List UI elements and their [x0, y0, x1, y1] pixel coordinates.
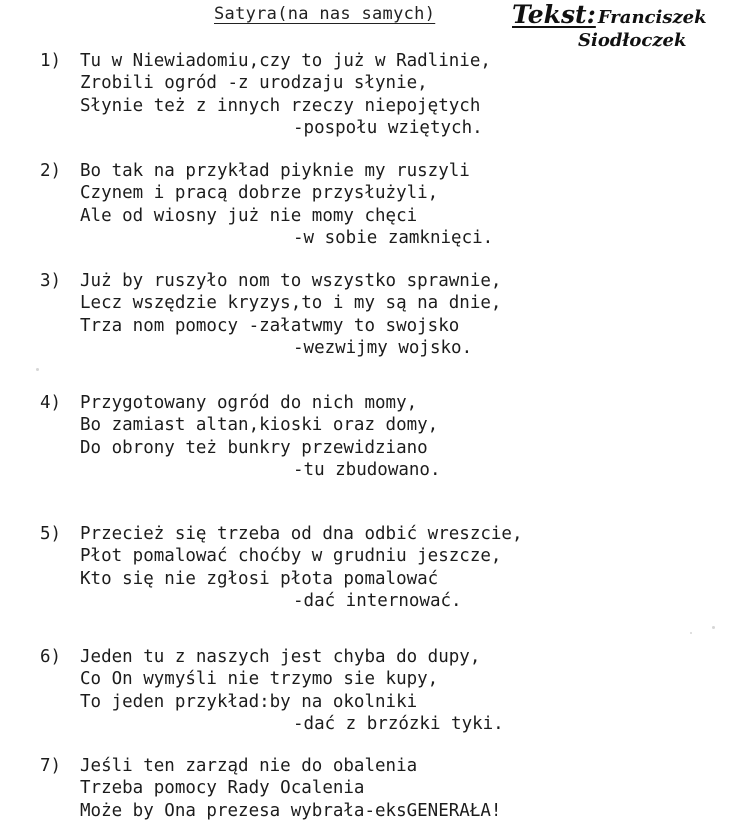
stanza-number: 2)	[40, 161, 62, 181]
scan-speck	[690, 632, 692, 634]
verse-line: Trza nom pomocy -załatwmy to swojsko	[80, 315, 460, 336]
poem-title: Satyra(na nas samych)	[214, 4, 436, 24]
verse-line: Co On wymyśli nie trzymo sie kupy,	[80, 669, 439, 690]
stanza-number: 7)	[40, 756, 62, 776]
verse-refrain-line: -dać z brzózki tyki.	[293, 714, 504, 735]
verse-line: Jeśli ten zarząd nie do obalenia	[80, 756, 418, 776]
verse-line: Płot pomalować choćby w grudniu jeszcze,	[80, 546, 502, 567]
verse-line: Ale od wiosny już nie momy chęci	[80, 205, 418, 226]
author-signature	[512, 2, 707, 54]
verse-line: Zrobili ogród -z urodzaju słynie,	[80, 73, 428, 94]
author-last-name: Siodłoczek	[578, 30, 687, 51]
stanza-number: 1)	[40, 51, 62, 71]
verse-line: Lecz wszędzie kryzys,to i my są na dnie,	[80, 293, 502, 314]
scan-speck	[36, 368, 39, 371]
stanza-number: 4)	[40, 393, 62, 413]
scan-speck	[712, 626, 715, 629]
verse-line: Trzeba pomocy Rady Ocalenia	[80, 778, 365, 799]
verse-line: Przygotowany ogród do nich momy,	[80, 393, 418, 413]
verse-line: Bo tak na przykład piyknie my ruszyli	[80, 161, 470, 181]
stanza-number: 3)	[40, 271, 62, 291]
verse-refrain-line: -pospołu wziętych.	[293, 118, 483, 139]
verse-line: Do obrony też bunkry przewidziano	[80, 437, 428, 458]
verse-line: Tu w Niewiadomiu,czy to już w Radlinie,	[80, 51, 491, 71]
author-label: Tekst:	[512, 0, 596, 29]
verse-line: Przecież się trzeba od dna odbić wreszcie,	[80, 524, 523, 544]
verse-line: Kto się nie zgłosi płota pomalować	[80, 568, 439, 589]
verse-line: Słynie też z innych rzeczy niepojętych	[80, 95, 481, 116]
stanza-number: 6)	[40, 647, 62, 667]
verse-refrain-line: -wezwijmy wojsko.	[293, 338, 473, 359]
verse-line: To jeden przykład:by na okolniki	[80, 691, 418, 712]
verse-line: Już by ruszyło nom to wszystko sprawnie,	[80, 271, 502, 291]
verse-line: Może by Ona prezesa wybrała-eksGENERAŁA!	[80, 800, 502, 821]
verse-line: Bo zamiast altan,kioski oraz domy,	[80, 415, 439, 436]
verse-refrain-line: -w sobie zamknięci.	[293, 228, 494, 249]
verse-refrain-line: -tu zbudowano.	[293, 460, 441, 481]
stanza-number: 5)	[40, 524, 62, 544]
verse-line: Czynem i pracą dobrze przysłużyli,	[80, 183, 439, 204]
verse-line: Jeden tu z naszych jest chyba do dupy,	[80, 647, 481, 667]
author-first-name: Franciszek	[597, 7, 707, 28]
verse-refrain-line: -dać internować.	[293, 591, 462, 612]
